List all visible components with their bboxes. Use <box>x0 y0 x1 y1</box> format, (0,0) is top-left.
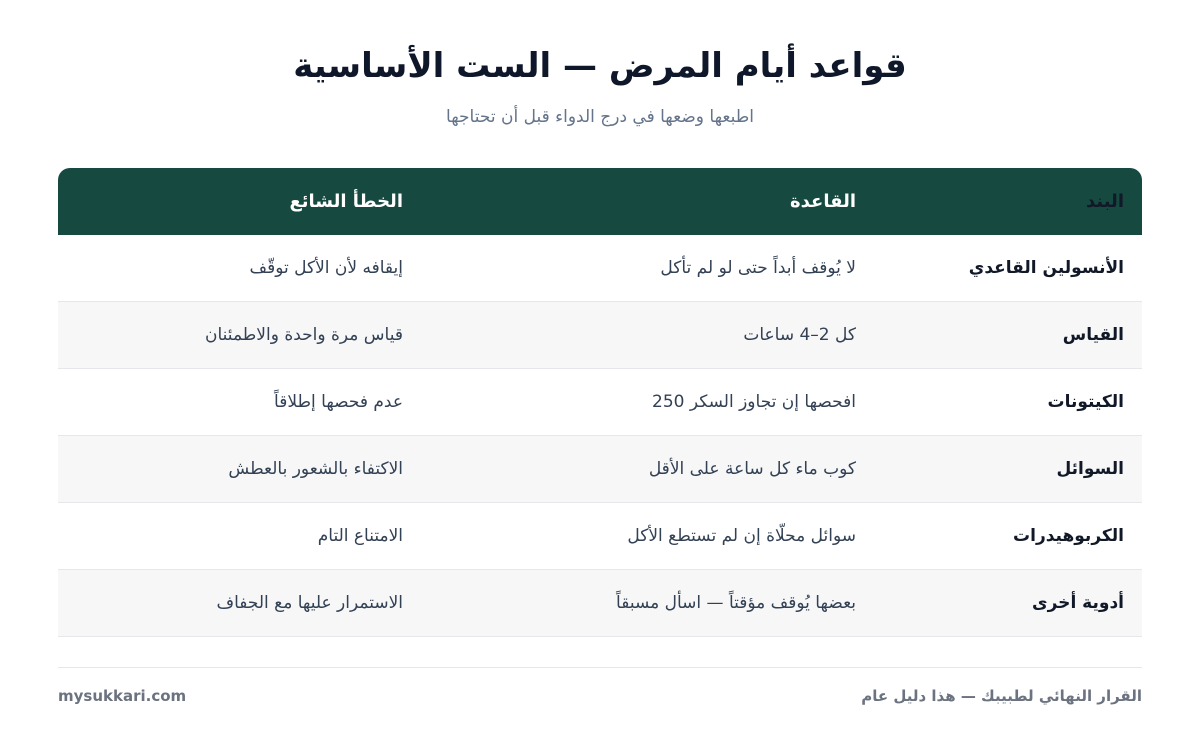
footer-site-link[interactable]: mysukkari.com <box>58 687 187 705</box>
table-row <box>58 436 1142 503</box>
row-item: الكيتونات <box>1047 392 1124 412</box>
row-rule: كل 2–4 ساعات <box>743 325 856 345</box>
row-rule: بعضها يُوقف مؤقتاً — اسأل مسبقاً <box>616 593 856 613</box>
row-rule: كوب ماء كل ساعة على الأقل <box>648 459 856 479</box>
page-title: قواعد أيام المرض — الست الأساسية <box>293 46 907 86</box>
row-item: الأنسولين القاعدي <box>968 258 1124 278</box>
row-item: السوائل <box>1056 459 1124 479</box>
page-subtitle: اطبعها وضعها في درج الدواء قبل أن تحتاجها <box>446 107 754 127</box>
footer-disclaimer: القرار النهائي لطبيبك — هذا دليل عام <box>861 687 1142 705</box>
row-mistake: عدم فحصها إطلاقاً <box>274 392 403 412</box>
row-rule: لا يُوقف أبداً حتى لو لم تأكل <box>660 258 856 278</box>
row-item: القياس <box>1062 325 1124 345</box>
row-mistake: قياس مرة واحدة والاطمئنان <box>205 325 403 345</box>
column-header-item: البند <box>1085 191 1124 212</box>
row-item: الكربوهيدرات <box>1013 526 1124 546</box>
row-item: أدوية أخرى <box>1032 593 1124 613</box>
column-header-mistake: الخطأ الشائع <box>289 191 403 212</box>
column-header-rule: القاعدة <box>790 191 856 212</box>
table-row <box>58 235 1142 302</box>
footer-divider <box>58 667 1142 668</box>
table-row <box>58 570 1142 637</box>
table-row <box>58 302 1142 369</box>
row-mistake: الاستمرار عليها مع الجفاف <box>216 593 403 613</box>
row-rule: افحصها إن تجاوز السكر 250 <box>652 392 856 412</box>
sick-day-rules-table <box>58 168 1142 637</box>
row-mistake: الاكتفاء بالشعور بالعطش <box>228 459 403 479</box>
table-row <box>58 369 1142 436</box>
row-mistake: إيقافه لأن الأكل توقّف <box>249 258 403 278</box>
row-rule: سوائل محلّاة إن لم تستطع الأكل <box>627 526 856 546</box>
table-header <box>58 168 1142 235</box>
row-mistake: الامتناع التام <box>317 526 403 546</box>
table-row <box>58 503 1142 570</box>
